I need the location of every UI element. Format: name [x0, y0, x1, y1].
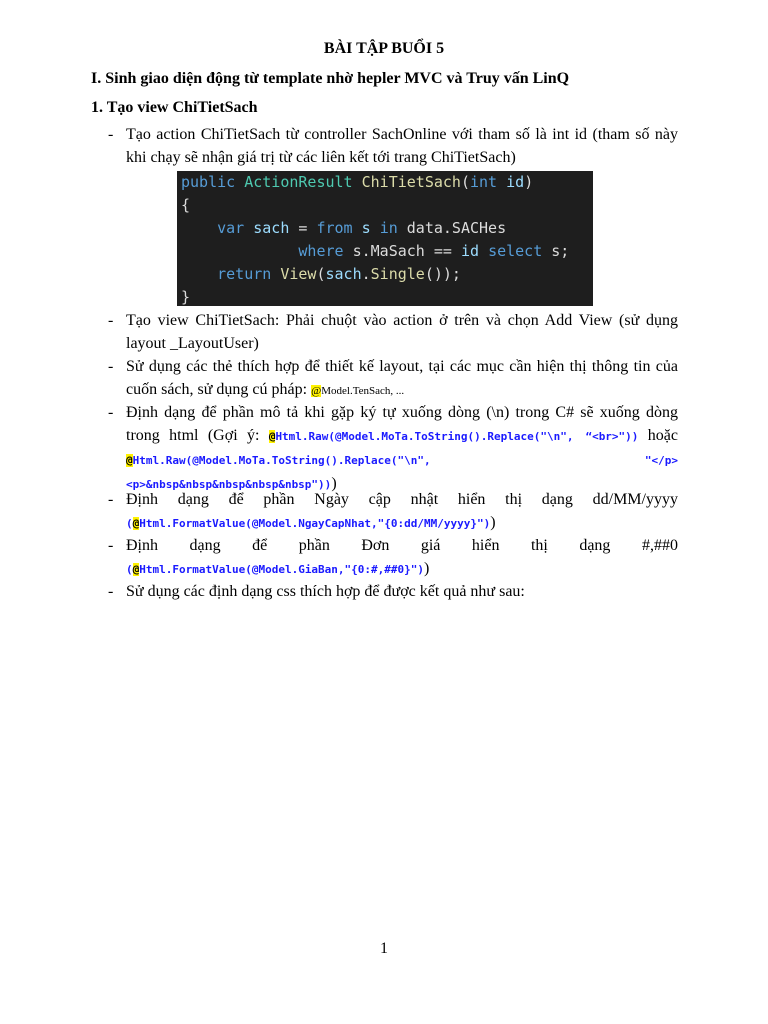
page-number: 1: [380, 940, 388, 957]
bullet-create-action: [108, 123, 678, 169]
bullet-text-spread: Định dạng để phần Ngày cập nhật hiển thị dạng dd/MM/yyyy: [126, 491, 678, 508]
bullet-dash: -: [108, 312, 114, 329]
bullet-text: Tạo action ChiTietSach từ controller SachOnline với tham số là int id (tham số này khi chạy sẽ nhận giá trị từ các liên kết tới trang ChiTietSach): [126, 126, 678, 166]
bullet-code: (@Html.FormatValue(@Model.NgayCapNhat,"{0:dd/MM/yyyy}")): [126, 514, 496, 531]
code-screenshot: [177, 171, 593, 306]
bullet-code: (@Html.FormatValue(@Model.GiaBan,"{0:#,##0}")): [126, 560, 430, 577]
bullet-dash: -: [108, 583, 114, 600]
bullet-date-format: [108, 488, 678, 535]
bullet-layout: [108, 355, 678, 403]
code-line-2: {: [181, 196, 191, 214]
bullet-text: Sử dụng các định dạng css thích hợp để được kết quả như sau:: [126, 583, 525, 600]
page-title: BÀI TẬP BUỔI 5: [323, 40, 445, 57]
code-line-3: var sach = from s in data.SACHes: [217, 219, 507, 237]
bullet-dash: -: [108, 358, 114, 375]
bullet-dash: -: [108, 404, 114, 421]
code-line-4: where s.MaSach == id select s;: [298, 242, 570, 260]
bullet-text: Định dạng để phần mô tả khi gặp ký tự xuống dòng (\n) trong C# sẽ xuống dòng trong html (Gợi ý: @Html.Raw(@Model.MoTa.ToString().Replace("\n", “<br>")) hoặc @Html.Raw(@Model.MoTa.ToString().Replace("\n", "</p><p>&nbsp&nbsp&nbsp&nbsp&nbsp"))): [126, 404, 679, 492]
subsection-heading: 1. Tạo view ChiTietSach: [91, 99, 258, 116]
bullet-dash: -: [108, 126, 114, 143]
code-line-1: public ActionResult ChiTietSach(int id): [181, 173, 534, 191]
bullet-price-format: [108, 534, 678, 581]
code-line-5: return View(sach.Single());: [217, 265, 461, 283]
bullet-text-spread: Định dạng để phần Đơn giá hiển thị dạng #,##0: [126, 537, 678, 554]
bullet-css: [108, 580, 678, 603]
bullet-dash: -: [108, 537, 114, 554]
bullet-text: Sử dụng các thẻ thích hợp để thiết kế layout, tại các mục cần hiện thị thông tin của cuốn sách, sử dụng cú pháp: @Model.TenSach, ...: [126, 358, 678, 398]
section-heading: I. Sinh giao diện động từ template nhờ hepler MVC và Truy vấn LinQ: [91, 70, 570, 87]
bullet-dash: -: [108, 491, 114, 508]
bullet-description-format: [108, 401, 678, 496]
code-line-6: }: [181, 288, 191, 306]
bullet-create-view: [108, 309, 678, 355]
bullet-text: Tạo view ChiTietSach: Phải chuột vào action ở trên và chọn Add View (sử dụng layout _LayoutUser): [126, 312, 678, 352]
